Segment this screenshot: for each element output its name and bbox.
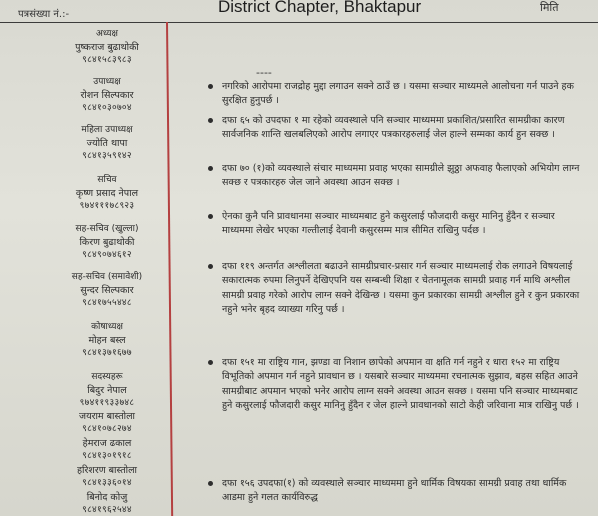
date-label: मिति [540, 1, 559, 14]
officer-role: सह-सचिव (समावेशी) [71, 272, 143, 282]
officer-role: कोषाध्यक्ष [91, 322, 123, 332]
officer-name: ज्योति थापा [86, 138, 128, 149]
officer-name: रोशन सिल्पकार [80, 90, 134, 101]
body-paragraph [222, 162, 588, 191]
officer-name: पुष्कराज बुढाथोकी [75, 42, 139, 53]
body-paragraph [222, 477, 588, 506]
officer-role: सचिव [97, 175, 117, 185]
officer-name: हेमराज ढकाल [82, 438, 132, 449]
officer-entry [48, 321, 166, 360]
paragraph-text: दफा ६५ को उपदफा १ मा रहेको व्यवस्थाले पनि सञ्चार माध्यममा प्रकाशित/प्रसारित सामग्रीका कारण सार्वजनिक शान्ति खलबलिएको आरोप लगाएर पत्रकारहरुलाई जेल हाल्ने सम्मका कार्य हुन सक्छ । [222, 115, 565, 141]
officer-role: सदस्यहरू [91, 372, 123, 382]
chapter-title: District Chapter, Bhaktapur [218, 0, 422, 16]
officer-name: मोहन बस्ल [88, 335, 126, 346]
bullet-icon [208, 360, 213, 365]
officer-phone: ९८४१७५५४४८ [82, 298, 132, 308]
officer-role: अध्यक्ष [96, 29, 118, 39]
officer-name: कृष्ण प्रसाद नेपाल [75, 188, 139, 199]
paragraph-text: नगरिको आरोपमा राजद्रोह मुद्दा लगाउन सक्ने ठाउँ छ । यसमा सञ्चार माध्यमले आलोचना गर्न पाउने हक सुरक्षित हुनुपर्छ । [222, 81, 574, 107]
sidebar-divider [166, 22, 173, 516]
officer-entry [48, 491, 166, 516]
body-paragraph [222, 210, 588, 239]
bullet-icon [208, 481, 213, 486]
officer-phone: ९८४१३७१६७७ [82, 348, 132, 358]
officer-entry [48, 223, 166, 262]
reference-number-label: पत्रसंख्या नं.:- [18, 9, 70, 20]
officer-phone: ९८४१५८३९८३ [82, 55, 132, 65]
officer-phone: ९८४१०७८२७४ [82, 424, 132, 434]
officer-phone: ९८४९०७४६१२ [82, 250, 132, 260]
paragraph-text: दफा ११९ अन्तर्गत अश्लीलता बढाउने सामग्रीप्रचार-प्रसार गर्न सञ्चार माध्यमलाई रोक लगाउने विषयलाई सकारात्मक रुपमा लिनुपर्ने देखिएपनि यस सम्बन्धी शिक्षा र चेतनामूलक सामग्री प्रवाह गर्न माथि अश्लील सामग्री प्रवाह गरेको आरोप लाग्न सक्ने देखिन्छ । यसमा कुन प्रकारका सामग्री अश्लील हुने र कुन प्रकारका नहुने भनेर बृहद व्याख्या गरिनु पर्छ । [222, 261, 580, 315]
officer-entry [48, 174, 166, 213]
body-paragraph [222, 114, 588, 143]
officer-phone: ९८४१३३६०१४ [82, 478, 132, 488]
officer-entry [48, 124, 166, 163]
officer-name: सुन्दर सिल्पकार [80, 285, 134, 296]
officer-entry [48, 464, 166, 490]
officer-role: सह-सचिव (खुल्ला) [75, 224, 139, 234]
officer-entry [48, 28, 166, 67]
officer-phone: ९७४११९३३७४८ [79, 398, 135, 408]
officer-entry [48, 76, 166, 115]
officer-phone: ९८४१३५९१४२ [82, 151, 132, 161]
bullet-icon [208, 84, 213, 89]
officer-name: बिदुर नेपाल [87, 385, 127, 396]
officer-name: किरण बुढाथोकी [79, 237, 135, 248]
separator-dashes: ---- [256, 66, 272, 79]
officer-phone: ९८४१९६२५४४ [82, 505, 132, 515]
officer-role: उपाध्यक्ष [93, 77, 121, 87]
paragraph-text: ऐनका कुनै पनि प्रावधानमा सञ्चार माध्यमबाट हुने कसुरलाई फौजदारी कसुर मानिनु हुँदैन र सञ्चार माध्यममा लेखेर भएका गल्तीलाई देवानी कसुरसम्म मात्र सीमित राखिनु पर्दछ । [222, 211, 555, 237]
bullet-icon [208, 214, 213, 219]
officer-entry [48, 437, 166, 463]
officer-phone: ९८४१३०१९१८ [82, 451, 132, 461]
paragraph-text: दफा १५६ उपदफा(१) को व्यवस्थाले सञ्चार माध्यममा हुने धार्मिक विषयका सामग्री प्रवाह तथा धार्मिक आडमा हुने गलत कार्यविरुद्ध [222, 478, 567, 504]
bullet-icon [208, 118, 213, 123]
officer-entry [48, 371, 166, 410]
officer-role: महिला उपाध्यक्ष [81, 125, 133, 135]
officer-name: हरिशरण बास्तोला [77, 465, 137, 476]
paragraph-text: दफा १५१ मा राष्ट्रिय गान, झण्डा वा निशान छापेको अपमान वा क्षति गर्न नहुने र धारा १५२ मा राष्ट्रिय विभूतिको अपमान गर्न नहुने प्रावधान छ । यसबारे सञ्चार माध्यममा रचनात्मक सुझाव, बहस सहित आउने सामग्रीबाट अपमान भएको भनेर आरोप लाग्न सक्ने अवस्था आउन सक्छ । यसमा पनि सञ्चार माध्यमबाट हुने कसुरलाई फौजदारी कसुर मानिनु हुँदैन र जेल हाल्ने प्रावधानको साटो केही जरिवाना मात्र राखिनु पर्छ । [222, 357, 579, 411]
officer-entry [48, 271, 166, 310]
letterhead-band [0, 0, 598, 23]
officer-phone: ९८४१०३०७०४ [82, 103, 132, 113]
bullet-icon [208, 166, 213, 171]
body-paragraph [222, 356, 588, 413]
body-paragraph [222, 80, 588, 109]
body-paragraph [222, 260, 588, 317]
officer-name: बिनोद कोजु [86, 492, 128, 503]
officer-phone: ९७४१११७८९२३ [79, 201, 135, 211]
officer-entry [48, 410, 166, 436]
officer-name: जयराम बास्तोला [79, 411, 135, 422]
bullet-icon [208, 264, 213, 269]
paragraph-text: दफा ७० (१)को व्यवस्थाले संचार माध्यममा प्रवाह भएका सामग्रीले झुठ्ठा अफवाह फैलाएको अभियोग लाग्न सक्छ र पत्रकारहरु जेल जाने अवस्था आउन सक्छ । [222, 163, 580, 189]
